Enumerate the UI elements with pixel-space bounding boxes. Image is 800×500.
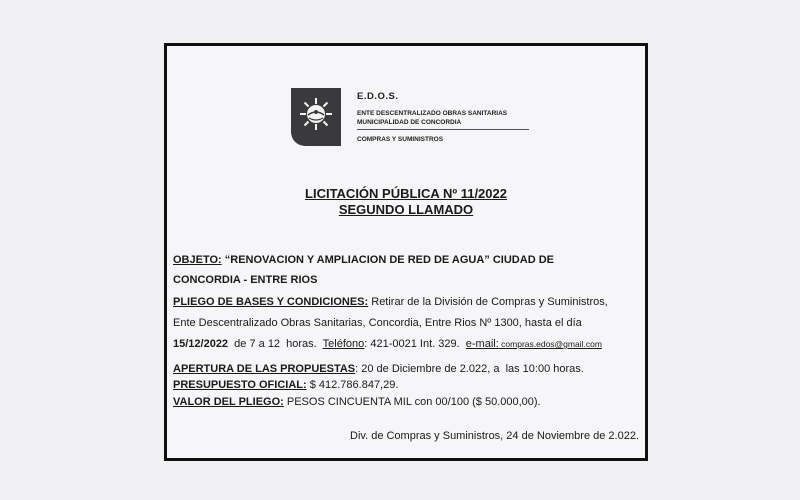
objeto-line-1	[173, 254, 554, 266]
edos-logo	[291, 88, 341, 146]
org-acronym: E.D.O.S.	[357, 91, 399, 102]
apertura-line	[173, 363, 584, 375]
presupuesto-line	[173, 379, 398, 391]
pliego-hours: de 7 a 12 horas.	[228, 338, 323, 350]
pliego-line-1	[173, 296, 608, 308]
presupuesto-text: $ 412.786.847,29.	[306, 379, 399, 391]
signature-line: Div. de Compras y Suministros, 24 de Noviembre de 2.022.	[350, 430, 639, 442]
pliego-line-2: Ente Descentralizado Obras Sanitarias, Concordia, Entre Rios Nº 1300, hasta el día	[173, 317, 582, 329]
tender-notice	[164, 43, 648, 461]
org-name: ENTE DESCENTRALIZADO OBRAS SANITARIAS	[357, 110, 508, 117]
objeto-label: OBJETO:	[173, 254, 222, 266]
valor-text: PESOS CINCUENTA MIL con 00/100 ($ 50.000,00).	[283, 396, 541, 408]
email-label: e-mail:	[465, 338, 499, 350]
title-line-2: SEGUNDO LLAMADO	[338, 202, 474, 217]
pliego-label: PLIEGO DE BASES Y CONDICIONES:	[173, 296, 369, 308]
phone-label: Teléfono	[322, 338, 365, 350]
presupuesto-label: PRESUPUESTO OFICIAL:	[173, 379, 307, 391]
municipality-name: MUNICIPALIDAD DE CONCORDIA	[357, 119, 462, 126]
valor-label: VALOR DEL PLIEGO:	[173, 396, 284, 408]
letterhead	[291, 86, 531, 148]
pliego-text-1: Retirar de la División de Compras y Suministros,	[368, 296, 608, 308]
letterhead-divider	[357, 129, 529, 130]
notice-title	[167, 186, 645, 218]
email-link[interactable]: compras.edos@gmail.com	[498, 339, 602, 349]
apertura-label: APERTURA DE LAS PROPUESTAS	[173, 363, 356, 375]
department-name: COMPRAS Y SUMINISTROS	[357, 136, 444, 143]
objeto-text: “RENOVACION Y AMPLIACION DE RED DE AGUA” CIUDAD DE	[221, 254, 554, 266]
apertura-text: : 20 de Diciembre de 2.022, a las 10:00 horas.	[355, 363, 584, 375]
objeto-line-2: CONCORDIA - ENTRE RIOS	[173, 274, 318, 286]
title-line-1: LICITACIÓN PÚBLICA Nº 11/2022	[305, 186, 507, 201]
valor-line	[173, 396, 541, 408]
sun-emblem-icon	[298, 96, 334, 132]
phone-value: : 421-0021 Int. 329.	[364, 338, 466, 350]
pliego-deadline-date: 15/12/2022	[173, 338, 229, 350]
pliego-line-3	[173, 338, 602, 350]
